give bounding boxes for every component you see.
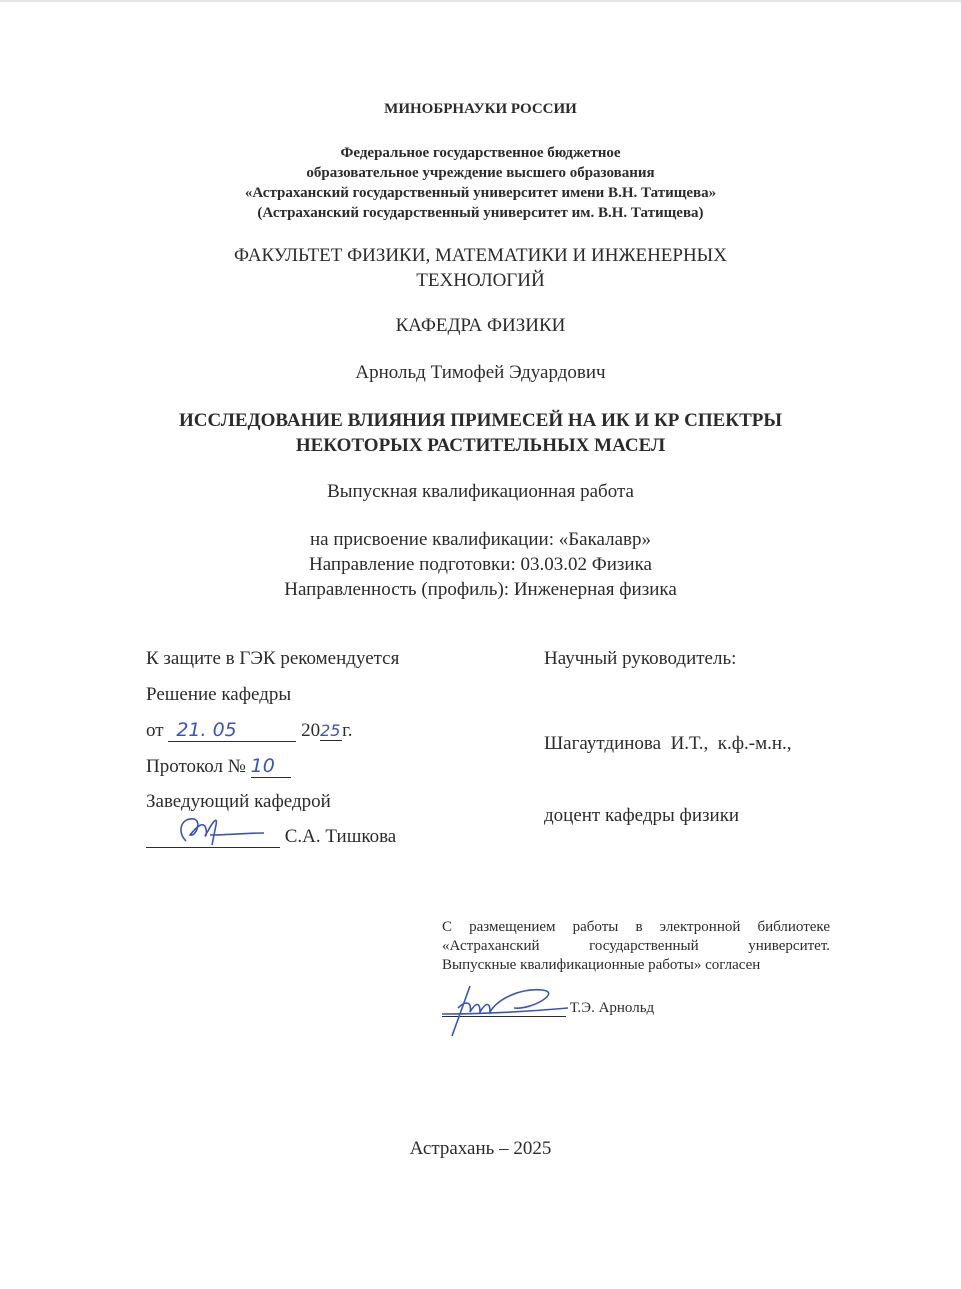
faculty-heading: [0, 243, 961, 293]
year-prefix: 20: [301, 720, 321, 741]
thesis-title: [0, 408, 961, 458]
signature-scribble-icon: [442, 980, 572, 1040]
supervisor-label: Научный руководитель:: [544, 648, 737, 669]
from-prefix: от: [146, 720, 164, 741]
signature-scribble-icon: [146, 811, 280, 847]
page-top-edge: [0, 0, 961, 2]
institution-block: [0, 143, 961, 223]
consent-line: «Астраханский государственный университет.: [442, 938, 830, 954]
department-heading: КАФЕДРА ФИЗИКИ: [395, 315, 566, 336]
consent-signature-line: [442, 998, 654, 1017]
year-suffix: г.: [342, 720, 353, 741]
head-signature: [146, 827, 280, 848]
direction-line: Направление подготовки: 03.03.02 Физика: [309, 554, 652, 575]
ministry-heading: МИНОБРНАУКИ РОССИИ: [384, 101, 577, 117]
footer-city-year: Астрахань – 2025: [409, 1138, 552, 1159]
author-signature: [442, 998, 566, 1017]
faculty-line: ТЕХНОЛОГИЙ: [416, 270, 545, 291]
qualification-block: [0, 527, 961, 602]
author-name: Арнольд Тимофей Эдуардович: [355, 362, 606, 383]
work-type: Выпускная квалификационная работа: [327, 481, 634, 502]
faculty-line: ФАКУЛЬТЕТ ФИЗИКИ, МАТЕМАТИКИ И ИНЖЕНЕРНЫХ: [234, 245, 727, 266]
date-handwritten: 21. 05: [168, 719, 296, 742]
supervisor-info: [544, 684, 792, 852]
head-label: Заведующий кафедрой: [146, 791, 331, 812]
head-signature-line: [146, 826, 396, 848]
protocol-line: [146, 755, 291, 778]
profile-line: Направленность (профиль): Инженерная физика: [284, 579, 677, 600]
protocol-number-handwritten: 10: [251, 755, 291, 778]
supervisor-position: доцент кафедры физики: [544, 805, 740, 826]
head-name: С.А. Тишкова: [284, 826, 397, 847]
year-handwritten: 25: [320, 721, 341, 740]
consent-line: С размещением работы в электронной библиотеке: [442, 919, 830, 935]
thesis-title-line: НЕКОТОРЫХ РАСТИТЕЛЬНЫХ МАСЕЛ: [295, 435, 666, 456]
thesis-title-line: ИССЛЕДОВАНИЕ ВЛИЯНИЯ ПРИМЕСЕЙ НА ИК И КР СПЕКТРЫ: [178, 410, 783, 431]
consent-text: [442, 918, 830, 975]
protocol-prefix: Протокол №: [146, 756, 246, 777]
institution-line: образовательное учреждение высшего образования: [306, 165, 655, 181]
consent-line: Выпускные квалификационные работы» согласен: [442, 957, 761, 973]
qualification-line: на присвоение квалификации: «Бакалавр»: [309, 529, 651, 550]
recommend-label: К защите в ГЭК рекомендуется: [146, 648, 400, 669]
decision-label: Решение кафедры: [146, 684, 292, 705]
institution-line: «Астраханский государственный университет имени В.Н. Татищева»: [244, 185, 717, 201]
institution-line: (Астраханский государственный университет им. В.Н. Татищева): [257, 205, 704, 221]
institution-line: Федеральное государственное бюджетное: [340, 145, 621, 161]
decision-date-line: [146, 719, 352, 742]
signer-name: Т.Э. Арнольд: [569, 1000, 655, 1016]
supervisor-name: Шагаутдинова И.Т., к.ф.-м.н.,: [544, 733, 792, 754]
